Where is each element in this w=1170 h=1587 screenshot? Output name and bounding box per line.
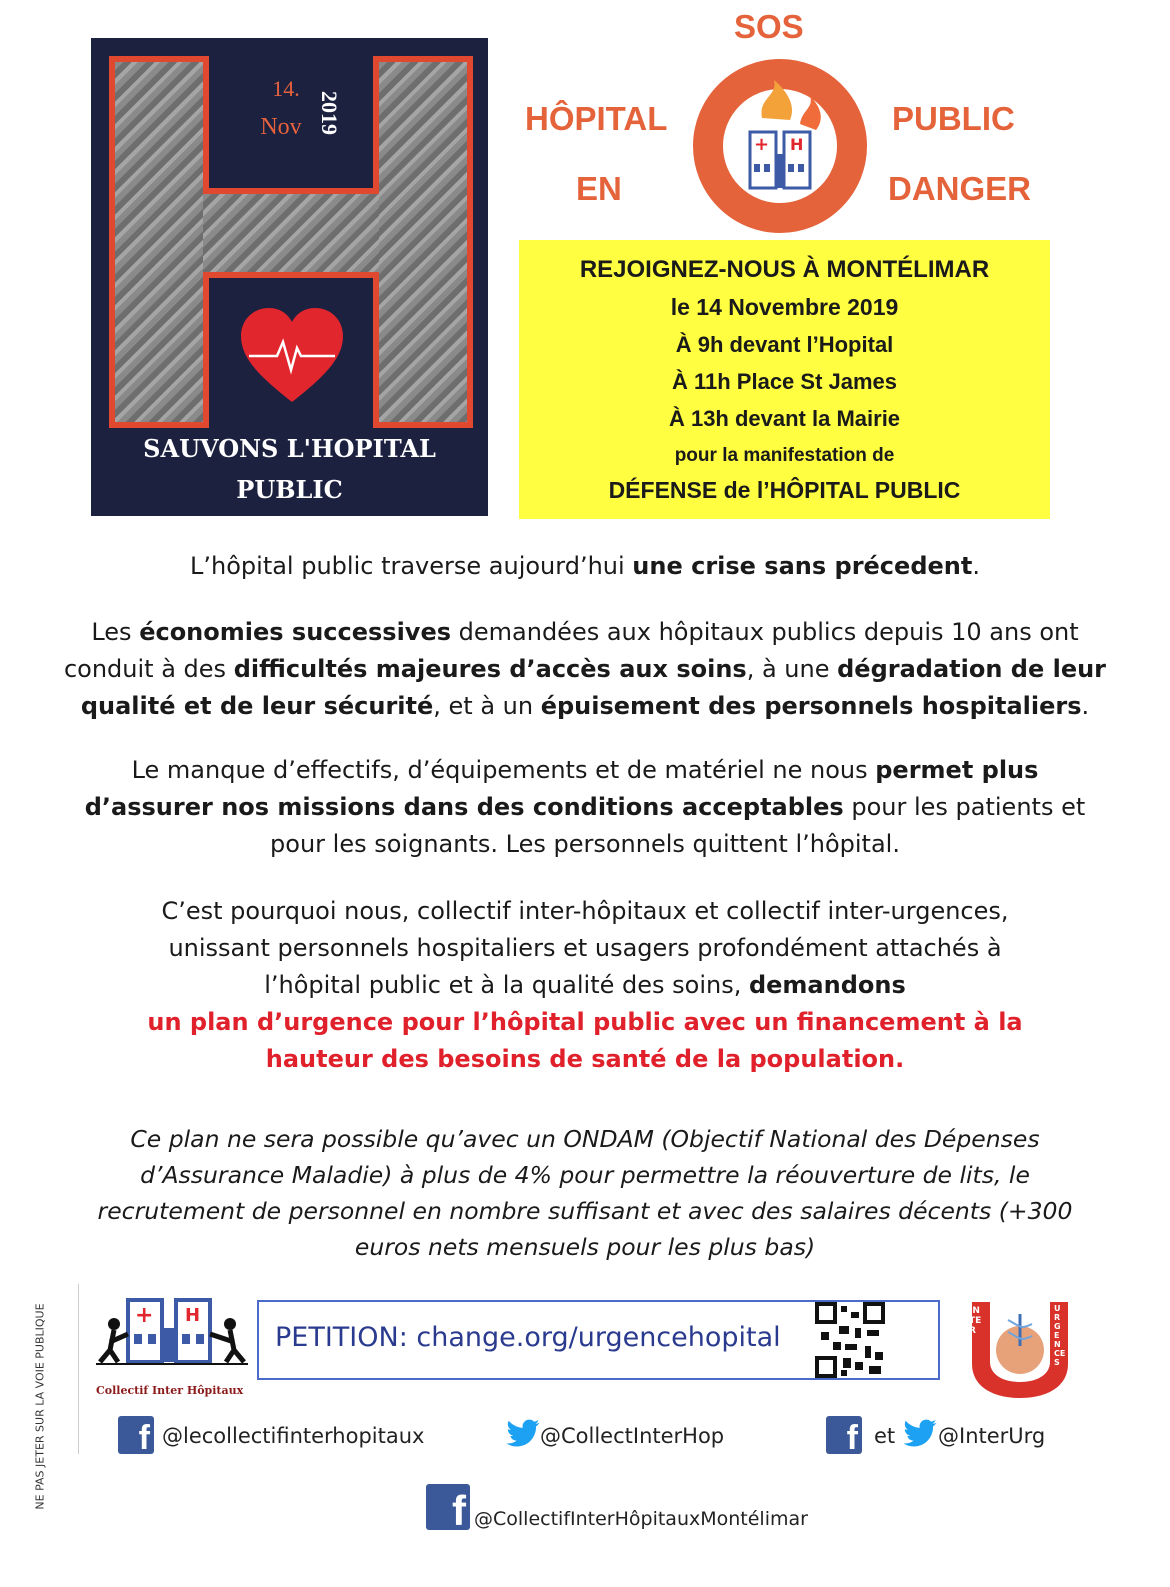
intro-paragraph	[60, 548, 1110, 585]
svg-text:H: H	[790, 135, 804, 154]
p5-b: d’Assurance Maladie) à plus de 4% pour permettre la réouverture de lits, le	[140, 1161, 1030, 1189]
event-line-1: REJOIGNEZ-NOUS À MONTÉLIMAR	[579, 256, 990, 283]
poster-image	[91, 38, 488, 516]
p2-f: , à une	[746, 655, 838, 683]
p2-i: , et à un	[433, 692, 541, 720]
petition-link[interactable]: PETITION: change.org/urgencehopital	[275, 1322, 781, 1353]
paragraph-demandons	[60, 893, 1110, 1078]
p3-a: Le manque d’effectifs, d’équipements et de matériel ne nous	[131, 756, 876, 784]
poster-slogan-2: PUBLIC	[236, 475, 343, 504]
twitter-handle-interurg[interactable]: @InterUrg	[938, 1424, 1046, 1448]
collectif-caption: Collectif Inter Hôpitaux	[96, 1384, 244, 1397]
side-note: NE PAS JETER SUR LA VOIE PUBLIQUE	[33, 1303, 47, 1510]
p4-c: l’hôpital public et à la qualité des soins,	[264, 971, 749, 999]
intro-end: .	[972, 552, 980, 580]
p4-demand-2: hauteur des besoins de santé de la population.	[265, 1045, 905, 1073]
intro-text: L’hôpital public traverse aujourd’hui	[190, 552, 633, 580]
facebook-handle-montelimar[interactable]: @CollectifInterHôpitauxMontélimar	[474, 1508, 808, 1530]
heart-icon	[239, 306, 345, 406]
p2-b: économies successives	[139, 618, 452, 646]
p2-e: difficultés majeures d’accès aux soins	[233, 655, 747, 683]
logo-danger: DANGER	[888, 170, 1032, 207]
poster-month: Nov	[260, 114, 302, 140]
p2-h: qualité et de leur sécurité	[80, 692, 434, 720]
event-line-7: DÉFENSE de l’HÔPITAL PUBLIC	[608, 477, 961, 503]
event-box	[519, 240, 1050, 519]
p5-c: recrutement de personnel en nombre suffisant et avec des salaires décents (+300	[97, 1197, 1073, 1225]
p3-c: d’assurer nos missions dans des conditions acceptables	[84, 793, 844, 821]
p4-a: C’est pourquoi nous, collectif inter-hôpitaux et collectif inter-urgences,	[161, 897, 1009, 925]
p5-a: Ce plan ne sera possible qu’avec un ONDAM (Objectif National des Dépenses	[130, 1125, 1040, 1153]
p2-k: .	[1081, 692, 1090, 720]
p4-d: demandons	[748, 971, 906, 999]
and-label: et	[874, 1424, 896, 1448]
p4-demand-1: un plan d’urgence pour l’hôpital public avec un financement à la	[147, 1008, 1023, 1036]
paragraph-manque	[60, 752, 1110, 863]
lifebuoy-icon	[692, 58, 868, 234]
p3-e: pour les soignants. Les personnels quittent l’hôpital.	[270, 830, 900, 858]
event-line-4: À 11h Place St James	[671, 369, 898, 394]
facebook-icon[interactable]: f	[118, 1416, 154, 1454]
footer-divider	[78, 1284, 79, 1454]
logo-hopital: HÔPITAL	[525, 100, 668, 137]
logo-public: PUBLIC	[892, 100, 1015, 137]
inter-label: INTER	[969, 1306, 982, 1336]
svg-text:+: +	[754, 134, 770, 155]
event-line-5: À 13h devant la Mairie	[668, 406, 901, 431]
event-line-2: le 14 Novembre 2019	[670, 294, 899, 320]
urgences-label: URGENCES	[1054, 1304, 1066, 1367]
p2-g: dégradation de leur	[837, 655, 1107, 683]
p2-j: épuisement des personnels hospitaliers	[540, 692, 1082, 720]
logo-sos: SOS	[734, 8, 804, 45]
facebook-icon-montelimar[interactable]: f	[426, 1484, 470, 1530]
paragraph-economies	[60, 614, 1110, 725]
p5-d: euros nets mensuels pour les plus bas)	[354, 1233, 816, 1261]
p2-d: conduit à des	[63, 655, 234, 683]
twitter-icon-interurg[interactable]	[902, 1418, 938, 1450]
p4-b: unissant personnels hospitaliers et usagers profondément attachés à	[168, 934, 1002, 962]
event-line-3: À 9h devant l’Hopital	[675, 332, 894, 357]
intro-emphasis: une crise sans précedent	[632, 552, 973, 580]
poster-year: 2019	[317, 91, 342, 135]
twitter-icon[interactable]	[505, 1418, 541, 1450]
p2-c: demandées aux hôpitaux publics depuis 10 ans ont	[451, 618, 1079, 646]
poster-slogan-1: SAUVONS L'HOPITAL	[143, 434, 436, 463]
svg-text:+: +	[135, 1303, 154, 1328]
twitter-handle-collectif[interactable]: @CollectInterHop	[540, 1424, 725, 1448]
qr-code-icon[interactable]	[815, 1302, 885, 1378]
event-line-6: pour la manifestation de	[674, 445, 895, 466]
p2-a: Les	[91, 618, 140, 646]
paragraph-ondam	[60, 1121, 1110, 1265]
poster-day: 14.	[272, 76, 300, 101]
p3-b: permet plus	[875, 756, 1039, 784]
svg-text:H: H	[185, 1305, 201, 1326]
p3-d: pour les patients et	[843, 793, 1086, 821]
facebook-handle-collectif[interactable]: @lecollectifinterhopitaux	[162, 1424, 425, 1448]
collectif-inter-hopitaux-logo	[92, 1294, 252, 1380]
facebook-icon-interurg[interactable]: f	[826, 1416, 862, 1454]
logo-en: EN	[576, 170, 622, 207]
